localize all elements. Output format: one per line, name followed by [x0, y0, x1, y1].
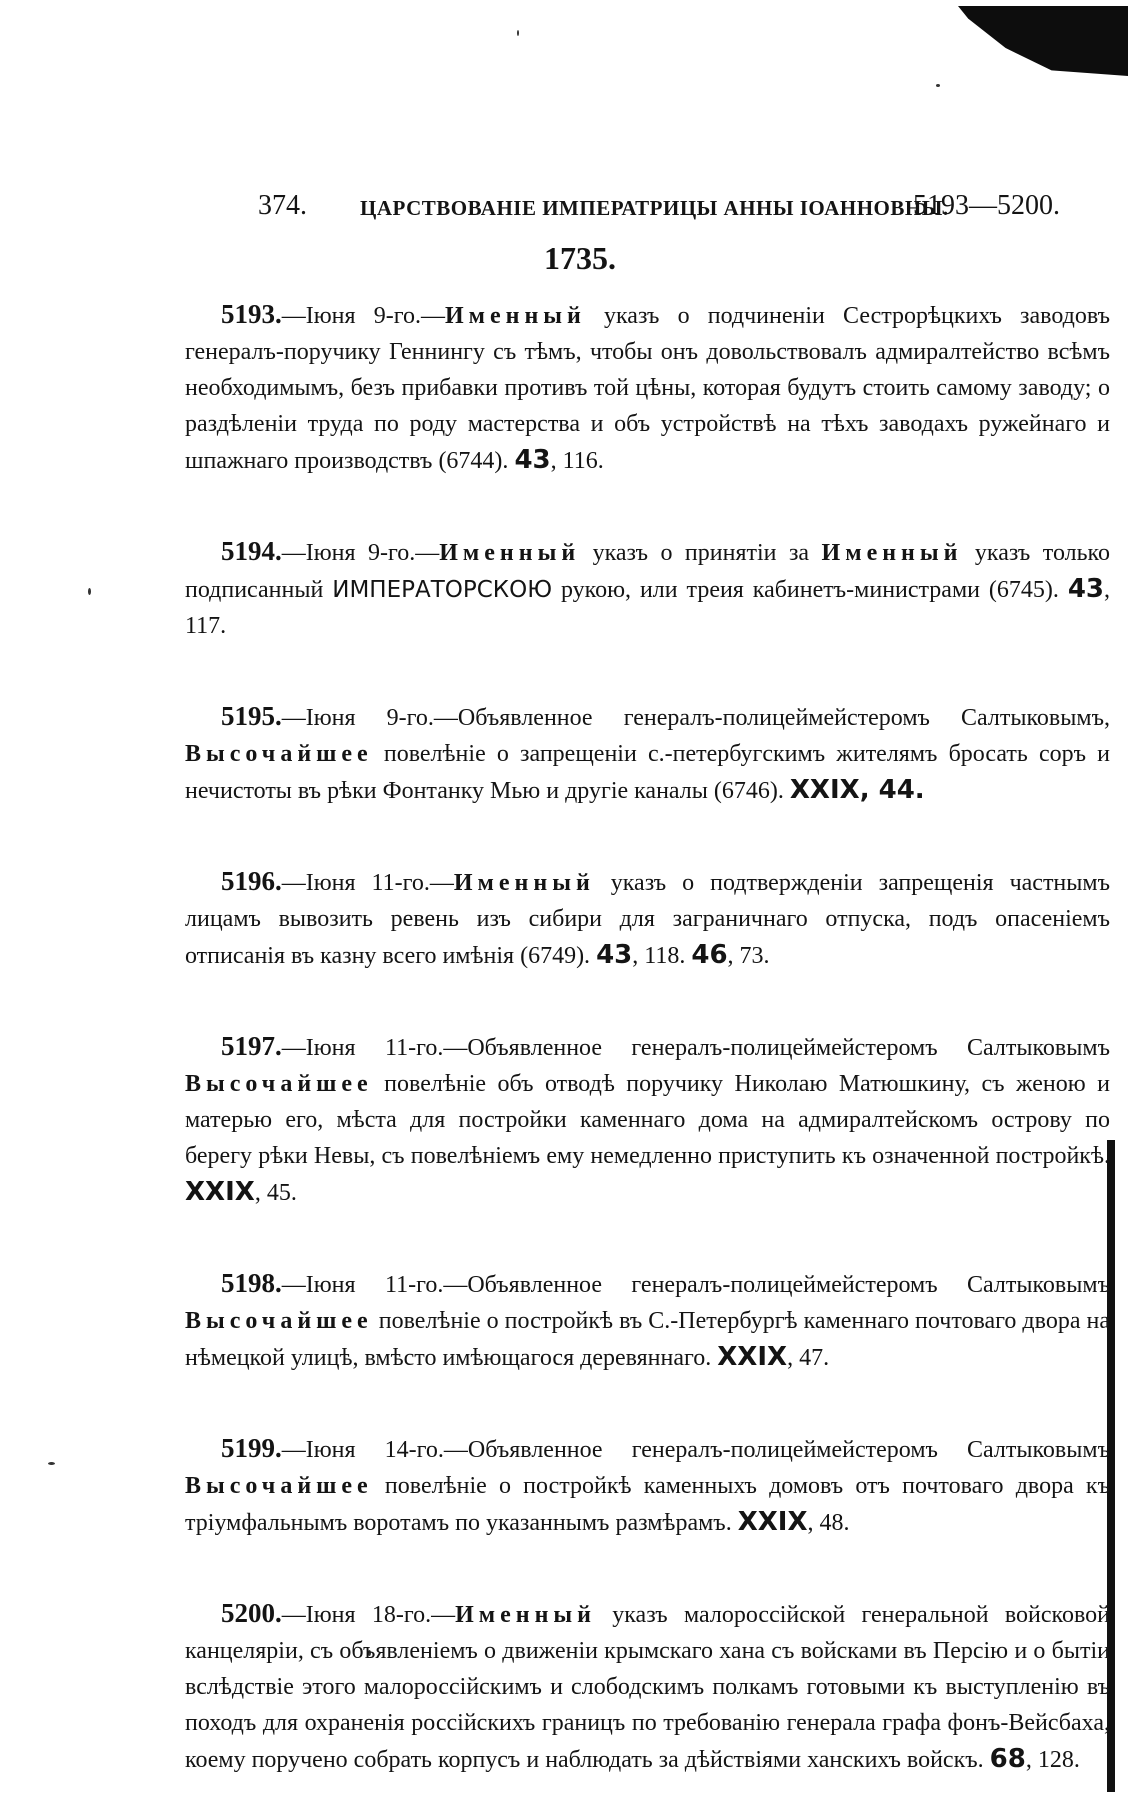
- entry-text: повелѣніе объ отводѣ поручику Николаю Матюшкину, съ женою и матерью его, мѣста для постройки каменнаго дома на адмиралтейскомъ острову по берегу рѣки Невы, съ повелѣніемъ ему немедленно приступить къ означенной постройкѣ.: [185, 1071, 1110, 1169]
- decree-type: Именный: [455, 1602, 596, 1628]
- page-ref: , 45.: [254, 1180, 297, 1206]
- page-ref: , 116.: [550, 448, 604, 474]
- entry-date: —Іюня 9-го.—: [281, 303, 445, 329]
- entry-5199: [185, 1430, 1110, 1541]
- entry-number: 5198.: [221, 1268, 282, 1298]
- speck: [936, 84, 940, 87]
- entry-5193: [185, 296, 1110, 479]
- entry-list: [185, 296, 1110, 1778]
- scan-edge-shadow: [958, 6, 1128, 76]
- entry-text: указъ о подтвержденіи запрещенія частнымъ лицамъ вывозить ревень изъ сибири для заграничнаго отпуска, подъ опасеніемъ отписанія въ казну всего имѣнія (6749).: [185, 870, 1111, 969]
- page-ref: , 128.: [1025, 1747, 1080, 1773]
- volume-ref: XXIX: [717, 1342, 788, 1372]
- entry-text: —Іюня 9-го.—Объявленное генералъ-полицеймейстеромъ Салтыковымъ,: [281, 705, 1110, 731]
- entry-5196: [185, 863, 1110, 974]
- entry-text: повелѣніе о постройкѣ въ С.-Петербургѣ каменнаго почтоваго двора на нѣмецкой улицѣ, вмѣсто имѣющагося деревяннаго.: [185, 1308, 1110, 1371]
- entry-number: 5194.: [221, 536, 282, 566]
- volume-ref: XXIX: [185, 1177, 255, 1207]
- decree-type: Именный: [821, 540, 963, 566]
- entry-range: 5193—5200.: [913, 190, 1060, 221]
- speck: [48, 1462, 55, 1465]
- entry-number: 5195.: [221, 701, 282, 731]
- entry-number: 5193.: [221, 299, 282, 329]
- entry-date: —Іюня 11-го.—: [281, 870, 454, 896]
- speck: [88, 588, 91, 595]
- volume-ref: XXIX: [789, 775, 860, 805]
- volume-ref: 43: [596, 940, 633, 970]
- entry-text: указъ малороссійской генеральной войсковой канцеляріи, съ объявленіемъ о движеніи крымскаго хана съ войсками въ Персію и о бытіи вслѣдствіе этого малороссійскимъ и слободскимъ полкамъ готовыми къ выступленію въ походъ для охраненія россійскихъ границъ по требованію генерала графа фонъ-Вейсбаха, коему поручено собрать корпусъ и наблюдать за дѣйствіями ханскихъ войскъ.: [185, 1602, 1110, 1773]
- page-ref: , 73.: [727, 943, 770, 969]
- decree-type: Высочайшее: [185, 1308, 373, 1334]
- volume-ref: XXIX: [737, 1507, 808, 1537]
- volume-ref: 68: [989, 1744, 1026, 1774]
- page-ref: , 44.: [859, 775, 925, 805]
- running-title: ЦАРСТВОВАНІЕ ИМПЕРАТРИЦЫ АННЫ ІОАННОВНЫ.: [360, 196, 949, 220]
- entry-date: —Іюня 9-го.—: [281, 540, 440, 566]
- entry-date: —Іюня 18-го.—: [281, 1602, 456, 1628]
- entry-text: указъ о подчиненіи Сестрорѣцкихъ заводовъ генералъ-поручику Геннингу съ тѣмъ, чтобы онъ довольствовалъ адмиралтейство всѣмъ необходимымъ, безъ прибавки противъ той цѣны, которая будутъ стоить самому заводу; о раздѣленіи труда по роду мастерства и объ устройствѣ на тѣхъ заводахъ ружейнаго и шпажнаго производствъ (6744).: [185, 303, 1110, 474]
- page-ref: , 47.: [787, 1345, 830, 1371]
- entry-number: 5200.: [221, 1598, 282, 1628]
- page-header: [240, 190, 1060, 230]
- decree-type: Высочайшее: [185, 1473, 373, 1499]
- page-number: 374.: [258, 190, 307, 221]
- entry-5195: [185, 698, 1110, 809]
- entry-5194: [185, 533, 1110, 644]
- decree-type: Именный: [453, 870, 595, 896]
- imperial-caps: ИМПЕРАТОРСКОЮ: [332, 577, 553, 603]
- entry-text: указъ только подписанный: [185, 540, 1110, 603]
- year-heading: 1735.: [544, 240, 616, 276]
- volume-ref: 43: [514, 445, 551, 475]
- entry-text: повелѣніе о постройкѣ каменныхъ домовъ отъ почтоваго двора къ тріумфальнымъ воротамъ по указаннымъ размѣрамъ.: [185, 1473, 1110, 1536]
- entry-text: рукою, или треия кабинетъ-министрами (6745).: [552, 577, 1068, 603]
- entry-text: повелѣніе о запрещеніи с.-петербугскимъ жителямъ бросать соръ и нечистоты въ рѣки Фонтанку Мью и другіе каналы (6746).: [185, 741, 1110, 804]
- page-ref: , 117.: [185, 577, 1111, 639]
- volume-ref: 46: [691, 940, 728, 970]
- entry-number: 5199.: [221, 1433, 282, 1463]
- decree-type: Именный: [444, 303, 586, 329]
- page-ref: , 118.: [632, 943, 692, 969]
- entry-text: —Іюня 14-го.—Объявленное генералъ-полицеймейстеромъ Салтыковымъ: [281, 1437, 1110, 1463]
- volume-ref: 43: [1067, 574, 1105, 604]
- entry-5200: [185, 1595, 1110, 1778]
- entry-text: —Іюня 11-го.—Объявленное генералъ-полицеймейстеромъ Салтыковымъ: [281, 1035, 1110, 1061]
- decree-type: Именный: [439, 540, 581, 566]
- entry-5197: [185, 1028, 1110, 1211]
- entry-text: указъ о принятіи за: [580, 540, 822, 566]
- entry-number: 5197.: [221, 1031, 282, 1061]
- speck: [517, 30, 519, 36]
- page-ref: , 48.: [807, 1510, 850, 1536]
- entry-text: —Іюня 11-го.—Объявленное генералъ-полицеймейстеромъ Салтыковымъ: [281, 1272, 1110, 1298]
- decree-type: Высочайшее: [185, 1071, 373, 1097]
- entry-number: 5196.: [221, 866, 282, 896]
- decree-type: Высочайшее: [185, 741, 373, 767]
- entry-5198: [185, 1265, 1110, 1376]
